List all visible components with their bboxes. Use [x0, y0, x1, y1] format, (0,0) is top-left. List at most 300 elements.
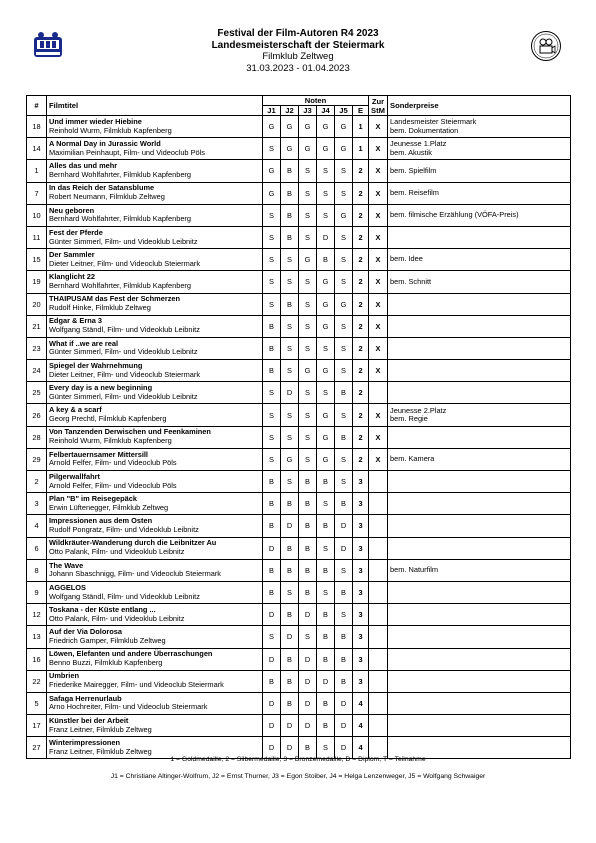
jury-grade-j3: B	[299, 493, 317, 515]
film-title: Plan "B" im Reisegepäck	[49, 493, 137, 503]
film-cell	[47, 404, 263, 426]
final-grade: 3	[353, 537, 369, 559]
film-author: Bernhard Wohlfahrter, Filmklub Kapfenberg	[49, 169, 192, 179]
film-title: Felbertauernsamer Mittersill	[49, 449, 148, 459]
jury-grade-j1: S	[263, 138, 281, 160]
col-header-film: Filmtitel	[47, 96, 263, 116]
stm-mark: X	[369, 315, 388, 337]
jury-grade-j3: D	[299, 648, 317, 670]
special-prizes	[388, 493, 571, 515]
jury-grade-j2: B	[281, 559, 299, 581]
film-cell	[47, 182, 263, 204]
jury-grade-j5: B	[335, 426, 353, 448]
jury-grade-j2: B	[281, 692, 299, 714]
film-title: Winterimpressionen	[49, 738, 120, 748]
film-number: 18	[27, 116, 47, 138]
film-cell	[47, 448, 263, 470]
film-number: 9	[27, 581, 47, 603]
special-prizes	[388, 426, 571, 448]
special-prizes	[388, 537, 571, 559]
film-number: 25	[27, 382, 47, 404]
film-number: 6	[27, 537, 47, 559]
jury-grade-j5: S	[335, 559, 353, 581]
results-body	[27, 116, 571, 759]
table-row	[27, 604, 571, 626]
table-row	[27, 448, 571, 470]
jury-grade-j3: S	[299, 626, 317, 648]
final-grade: 1	[353, 116, 369, 138]
film-author: Franz Leitner, Filmklub Zeltweg	[49, 724, 152, 734]
document-subtitle: Landesmeisterschaft der Steiermark	[211, 39, 385, 51]
film-cell	[47, 204, 263, 226]
jury-grade-j4: B	[317, 559, 335, 581]
stm-mark: X	[369, 426, 388, 448]
table-row	[27, 116, 571, 138]
film-number: 8	[27, 559, 47, 581]
jury-grade-j3: B	[299, 581, 317, 603]
host-club: Filmklub Zeltweg	[262, 51, 334, 62]
jury-grade-j1: S	[263, 204, 281, 226]
table-row	[27, 493, 571, 515]
final-grade: 2	[353, 426, 369, 448]
jury-grade-j3: S	[299, 382, 317, 404]
jury-grade-j1: B	[263, 670, 281, 692]
jury-grade-j2: D	[281, 715, 299, 737]
table-row	[27, 715, 571, 737]
col-header-number: #	[27, 96, 47, 116]
special-prize: bem. Idee	[390, 254, 423, 264]
film-title: Impressionen aus dem Osten	[49, 516, 153, 526]
jury-grade-j1: S	[263, 426, 281, 448]
jury-grade-j2: S	[281, 337, 299, 359]
film-number: 23	[27, 337, 47, 359]
special-prize: bem. Regie	[390, 414, 428, 424]
special-prize: Landesmeister Steiermark	[390, 117, 477, 127]
film-cell	[47, 648, 263, 670]
jury-grade-j4: B	[317, 604, 335, 626]
results-table	[26, 95, 571, 759]
film-number: 17	[27, 715, 47, 737]
col-header-stm-line1: Zur	[371, 96, 385, 106]
film-cell	[47, 537, 263, 559]
jury-grade-j2: G	[281, 116, 299, 138]
film-author: Arnold Felfer, Film- und Videoclub Pöls	[49, 458, 177, 468]
jury-grade-j4: S	[317, 160, 335, 182]
film-author: Arno Hochreiter, Film- und Videoclub Steiermark	[49, 702, 208, 712]
film-author: Bernhard Wohlfahrter, Filmklub Kapfenberg	[49, 214, 192, 224]
film-author: Benno Buzzi, Filmklub Kapfenberg	[49, 658, 163, 668]
film-title: Fest der Pferde	[49, 227, 103, 237]
final-grade: 4	[353, 692, 369, 714]
jury-grade-j1: G	[263, 182, 281, 204]
special-prizes	[388, 226, 571, 248]
final-grade: 3	[353, 626, 369, 648]
stm-mark	[369, 493, 388, 515]
jury-grade-j4: G	[317, 138, 335, 160]
film-author: Erwin Lüftenegger, Filmklub Zeltweg	[49, 502, 169, 512]
film-number: 21	[27, 315, 47, 337]
special-prizes	[388, 249, 571, 271]
jury-grade-j3: S	[299, 226, 317, 248]
film-author: Johann Sbaschnigg, Film- und Videoclub Steiermark	[49, 569, 221, 579]
table-row	[27, 249, 571, 271]
table-row	[27, 138, 571, 160]
film-title: Klanglicht 22	[49, 272, 95, 282]
jury-grade-j1: B	[263, 581, 281, 603]
jury-grade-j1: B	[263, 559, 281, 581]
jury-grade-j4: S	[317, 337, 335, 359]
jury-grade-j4: B	[317, 692, 335, 714]
film-cell	[47, 559, 263, 581]
jury-grade-j2: D	[281, 737, 299, 759]
table-row	[27, 360, 571, 382]
jury-grade-j4: B	[317, 715, 335, 737]
stm-mark: X	[369, 204, 388, 226]
special-prizes	[388, 382, 571, 404]
film-title: Der Sammler	[49, 249, 95, 259]
film-cell	[47, 515, 263, 537]
film-title: Von Tanzenden Derwischen und Feenkaminen	[49, 427, 211, 437]
table-row	[27, 581, 571, 603]
stm-mark: X	[369, 226, 388, 248]
jury-grade-j5: B	[335, 382, 353, 404]
stm-mark	[369, 648, 388, 670]
final-grade: 3	[353, 581, 369, 603]
jury-grade-j4: G	[317, 360, 335, 382]
jury-grade-j4: D	[317, 670, 335, 692]
jury-grade-j3: S	[299, 160, 317, 182]
final-grade: 3	[353, 493, 369, 515]
jury-grade-j2: S	[281, 271, 299, 293]
jury-grade-j3: B	[299, 559, 317, 581]
film-author: Otto Palank, Film- und Videoklub Leibnitz	[49, 613, 185, 623]
table-row	[27, 337, 571, 359]
jury-grade-j1: D	[263, 737, 281, 759]
film-author: Reinhold Wurm, Filmklub Kapfenberg	[49, 436, 172, 446]
jury-grade-j4: S	[317, 382, 335, 404]
film-author: Wolfgang Ständl, Film- und Videoklub Leibnitz	[49, 591, 200, 601]
jury-grade-j4: G	[317, 448, 335, 470]
jury-grade-j2: D	[281, 515, 299, 537]
jury-grade-j1: S	[263, 293, 281, 315]
jury-grade-j4: S	[317, 537, 335, 559]
jury-grade-j2: S	[281, 360, 299, 382]
stm-mark	[369, 692, 388, 714]
table-row	[27, 226, 571, 248]
film-title: Alles das und mehr	[49, 161, 118, 171]
jury-grade-j5: D	[335, 715, 353, 737]
film-cell	[47, 581, 263, 603]
film-author: Dieter Leitner, Film- und Videoclub Steiermark	[49, 369, 201, 379]
film-title: Safaga Herrenurlaub	[49, 693, 122, 703]
final-grade: 2	[353, 315, 369, 337]
col-header-j2: J2	[281, 106, 299, 116]
film-author: Franz Leitner, Filmklub Zeltweg	[49, 746, 152, 756]
stm-mark: X	[369, 249, 388, 271]
jury-grade-j5: G	[335, 204, 353, 226]
final-grade: 2	[353, 448, 369, 470]
jury-grade-j3: S	[299, 204, 317, 226]
jury-grade-j1: B	[263, 337, 281, 359]
jury-grade-j2: B	[281, 293, 299, 315]
stm-mark: X	[369, 360, 388, 382]
jury-grade-j5: S	[335, 271, 353, 293]
jury-grade-j5: S	[335, 360, 353, 382]
jury-grade-j4: G	[317, 271, 335, 293]
jury-grade-j5: S	[335, 315, 353, 337]
jury-grade-j2: B	[281, 182, 299, 204]
table-row	[27, 559, 571, 581]
stm-mark	[369, 670, 388, 692]
film-title: Spiegel der Wahrnehmung	[49, 360, 143, 370]
special-prizes	[388, 581, 571, 603]
jury-grade-j5: S	[335, 604, 353, 626]
film-number: 20	[27, 293, 47, 315]
jury-grade-j3: S	[299, 271, 317, 293]
jury-grade-j3: B	[299, 537, 317, 559]
film-cell	[47, 160, 263, 182]
jury-grade-j2: B	[281, 160, 299, 182]
jury-grade-j1: D	[263, 692, 281, 714]
jury-grade-j3: B	[299, 471, 317, 493]
stm-mark: X	[369, 160, 388, 182]
jury-grade-j1: B	[263, 471, 281, 493]
event-dates: 31.03.2023 - 01.04.2023	[246, 62, 350, 74]
film-author: Günter Simmerl, Film- und Videoklub Leibnitz	[49, 391, 198, 401]
film-number: 12	[27, 604, 47, 626]
jury-grade-j5: D	[335, 515, 353, 537]
jury-grade-j2: S	[281, 249, 299, 271]
jury-grade-j4: S	[317, 182, 335, 204]
jury-grade-j5: S	[335, 249, 353, 271]
film-number: 2	[27, 471, 47, 493]
film-author: Rudolf Hinke, Filmklub Zeltweg	[49, 303, 151, 313]
final-grade: 2	[353, 360, 369, 382]
film-cell	[47, 315, 263, 337]
film-cell	[47, 670, 263, 692]
jury-grade-j2: G	[281, 448, 299, 470]
film-author: Bernhard Wohlfahrter, Filmklub Kapfenberg	[49, 280, 192, 290]
film-title: Pilgerwallfahrt	[49, 471, 100, 481]
final-grade: 2	[353, 382, 369, 404]
film-number: 11	[27, 226, 47, 248]
legend-awards: 1 = Goldmedaille, 2 = Silbermedaille, 3 = Bronzemedaille, D = Diplom, T = Teilnahme	[170, 756, 426, 763]
special-prizes	[388, 204, 571, 226]
final-grade: 2	[353, 160, 369, 182]
film-author: Arnold Felfer, Film- und Videoclub Pöls	[49, 480, 177, 490]
film-title: The Wave	[49, 560, 84, 570]
jury-grade-j4: G	[317, 315, 335, 337]
jury-grade-j1: S	[263, 626, 281, 648]
special-prizes	[388, 182, 571, 204]
table-row	[27, 648, 571, 670]
film-title: A Normal Day in Jurassic World	[49, 138, 161, 148]
stm-mark	[369, 471, 388, 493]
special-prizes	[388, 648, 571, 670]
film-cell	[47, 715, 263, 737]
table-row	[27, 204, 571, 226]
film-number: 7	[27, 182, 47, 204]
jury-grade-j4: B	[317, 249, 335, 271]
jury-grade-j2: B	[281, 670, 299, 692]
jury-grade-j1: D	[263, 537, 281, 559]
film-author: Günter Simmerl, Film- und Videoklub Leibnitz	[49, 347, 198, 357]
table-row	[27, 426, 571, 448]
jury-grade-j2: B	[281, 204, 299, 226]
stm-mark: X	[369, 271, 388, 293]
film-number: 22	[27, 670, 47, 692]
film-number: 4	[27, 515, 47, 537]
special-prizes	[388, 404, 571, 426]
jury-grade-j3: D	[299, 715, 317, 737]
special-prize: bem. Kamera	[390, 454, 435, 464]
special-prize: bem. Schnitt	[390, 276, 432, 286]
jury-grade-j2: S	[281, 404, 299, 426]
special-prizes	[388, 670, 571, 692]
jury-grade-j1: S	[263, 271, 281, 293]
col-header-sonderpreise: Sonderpreise	[388, 96, 571, 116]
jury-grade-j5: G	[335, 138, 353, 160]
document-title: Festival der Film-Autoren R4 2023	[217, 28, 379, 39]
film-cell	[47, 293, 263, 315]
stm-mark	[369, 715, 388, 737]
jury-grade-j5: B	[335, 493, 353, 515]
special-prizes	[388, 160, 571, 182]
jury-grade-j3: S	[299, 182, 317, 204]
film-cell	[47, 471, 263, 493]
special-prize: bem. Naturfilm	[390, 565, 439, 575]
jury-grade-j5: B	[335, 581, 353, 603]
jury-grade-j1: G	[263, 160, 281, 182]
final-grade: 2	[353, 337, 369, 359]
jury-grade-j4: G	[317, 293, 335, 315]
film-title: Löwen, Elefanten und andere Überraschungen	[49, 649, 213, 659]
film-author: Georg Prechtl, Filmklub Kapfenberg	[49, 414, 167, 424]
film-number: 27	[27, 737, 47, 759]
jury-grade-j5: B	[335, 670, 353, 692]
jury-grade-j4: D	[317, 226, 335, 248]
film-title: Und immer wieder Hiebine	[49, 116, 142, 126]
jury-grade-j5: B	[335, 648, 353, 670]
special-prize: bem. Akustik	[390, 147, 432, 157]
film-title: What if ..we are real	[49, 338, 119, 348]
jury-grade-j1: S	[263, 249, 281, 271]
film-cell	[47, 271, 263, 293]
film-number: 28	[27, 426, 47, 448]
film-number: 29	[27, 448, 47, 470]
film-author: Friedrich Gamper, Filmklub Zeltweg	[49, 635, 166, 645]
special-prize: bem. Spielfilm	[390, 165, 437, 175]
film-author: Maximilian Peinhaupt, Film- und Videoclub Pöls	[49, 147, 205, 157]
stm-mark: X	[369, 182, 388, 204]
jury-grade-j4: S	[317, 204, 335, 226]
final-grade: 4	[353, 737, 369, 759]
jury-grade-j2: D	[281, 382, 299, 404]
document-header	[0, 28, 596, 74]
film-author: Friederike Mairegger, Film- und Videoclub Steiermark	[49, 680, 224, 690]
final-grade: 2	[353, 249, 369, 271]
jury-grade-j4: G	[317, 404, 335, 426]
jury-grade-j2: B	[281, 537, 299, 559]
stm-mark: X	[369, 116, 388, 138]
special-prizes	[388, 626, 571, 648]
film-cell	[47, 426, 263, 448]
film-author: Rudolf Pongratz, Film- und Videoklub Leibnitz	[49, 524, 199, 534]
film-number: 16	[27, 648, 47, 670]
film-number: 1	[27, 160, 47, 182]
film-number: 14	[27, 138, 47, 160]
table-row	[27, 382, 571, 404]
jury-grade-j2: S	[281, 471, 299, 493]
special-prizes	[388, 471, 571, 493]
jury-grade-j3: S	[299, 448, 317, 470]
special-prizes	[388, 448, 571, 470]
jury-grade-j3: S	[299, 404, 317, 426]
special-prizes	[388, 715, 571, 737]
stm-mark	[369, 382, 388, 404]
col-header-stm-line2: StM	[371, 105, 385, 115]
film-author: Otto Palank, Film- und Videoklub Leibnitz	[49, 547, 185, 557]
jury-grade-j1: B	[263, 360, 281, 382]
film-author: Robert Neumann, Filmklub Zeltweg	[49, 192, 165, 202]
col-header-j5: J5	[335, 106, 353, 116]
jury-grade-j3: G	[299, 360, 317, 382]
jury-grade-j1: D	[263, 715, 281, 737]
film-number: 19	[27, 271, 47, 293]
film-title: AGGELOS	[49, 582, 86, 592]
special-prizes	[388, 692, 571, 714]
stm-mark	[369, 581, 388, 603]
col-header-j4: J4	[317, 106, 335, 116]
stm-mark: X	[369, 448, 388, 470]
col-header-noten: Noten	[263, 96, 369, 106]
jury-grade-j5: D	[335, 737, 353, 759]
film-cell	[47, 360, 263, 382]
table-row	[27, 471, 571, 493]
jury-grade-j3: D	[299, 670, 317, 692]
jury-grade-j2: B	[281, 493, 299, 515]
final-grade: 2	[353, 182, 369, 204]
special-prize: Jeunesse 1.Platz	[390, 139, 447, 149]
stm-mark	[369, 626, 388, 648]
stm-mark: X	[369, 337, 388, 359]
special-prize: Jeunesse 2.Platz	[390, 405, 447, 415]
special-prizes	[388, 337, 571, 359]
jury-grade-j5: S	[335, 448, 353, 470]
film-title: Edgar & Erna 3	[49, 316, 102, 326]
jury-grade-j4: G	[317, 116, 335, 138]
film-title: THAIPUSAM das Fest der Schmerzen	[49, 294, 181, 304]
table-row	[27, 160, 571, 182]
table-row	[27, 293, 571, 315]
stm-mark: X	[369, 293, 388, 315]
film-author: Günter Simmerl, Film- und Videoklub Leibnitz	[49, 236, 198, 246]
jury-grade-j3: G	[299, 116, 317, 138]
final-grade: 3	[353, 604, 369, 626]
jury-grade-j3: S	[299, 293, 317, 315]
stm-mark	[369, 559, 388, 581]
final-grade: 3	[353, 648, 369, 670]
stm-mark	[369, 515, 388, 537]
jury-grade-j4: B	[317, 648, 335, 670]
jury-grade-j3: S	[299, 337, 317, 359]
jury-grade-j1: D	[263, 648, 281, 670]
jury-grade-j1: S	[263, 382, 281, 404]
special-prizes	[388, 604, 571, 626]
film-cell	[47, 249, 263, 271]
jury-grade-j5: S	[335, 337, 353, 359]
table-row	[27, 692, 571, 714]
